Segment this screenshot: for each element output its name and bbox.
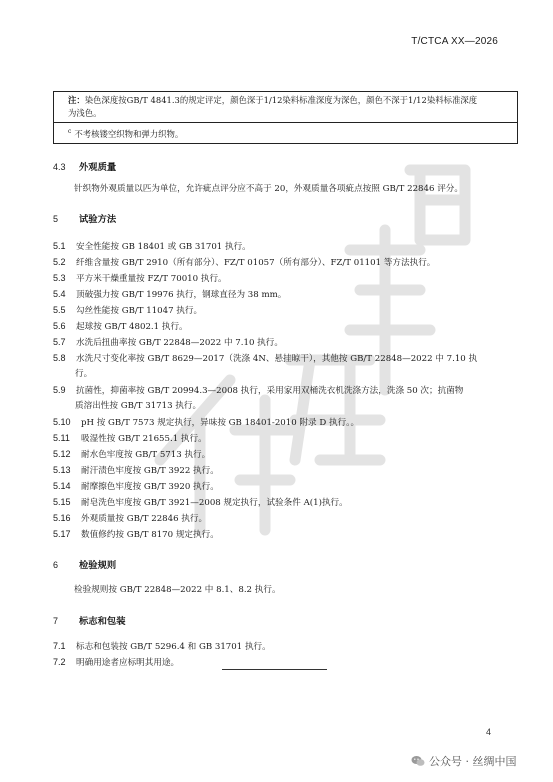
clause-7-1: 7.1 标志和包装按 GB/T 5296.4 和 GB 31701 执行。 (53, 641, 271, 652)
clause-5-8-cont: 行。 (75, 369, 93, 379)
section-title: 标志和包装 (79, 616, 126, 627)
section-number: 7 (53, 616, 59, 626)
clause-5-7: 5.7 水洗后扭曲率按 GB/T 22848—2022 中 7.10 执行。 (53, 337, 283, 348)
section-4-3-body: 针织物外观质量以匹为单位，允许疵点评分应不高于 20，外观质量各项疵点按照 GB/T 22846 评分。 (74, 184, 463, 194)
section-7-heading (53, 613, 126, 627)
note-text-cont: 为浅色。 (68, 108, 102, 118)
section-number: 4.3 (53, 162, 66, 172)
footnote-mark: c (68, 128, 72, 135)
section-number: 6 (53, 560, 59, 570)
clause-5-4: 5.4 顶破强力按 GB/T 19976 执行，钢球直径为 38 mm。 (53, 289, 287, 300)
section-6-heading (53, 557, 116, 571)
section-title: 试验方法 (79, 214, 117, 225)
clause-5-15: 5.15 耐皂洗色牢度按 GB/T 3921—2008 规定执行，试验条件 A(1)执行。 (53, 497, 348, 508)
clause-5-9-cont: 质溶出性按 GB/T 31713 执行。 (75, 401, 202, 411)
clause-5-16: 5.16 外观质量按 GB/T 22846 执行。 (53, 513, 208, 524)
clause-5-10: 5.10 pH 按 GB/T 7573 规定执行，异味按 GB 18401-2010 附录 D 执行。。 (53, 417, 360, 428)
clause-5-11: 5.11 吸湿性按 GB/T 21655.1 执行。 (53, 433, 207, 444)
clause-5-14: 5.14 耐摩擦色牢度按 GB/T 3920 执行。 (53, 481, 219, 492)
clause-5-5: 5.5 勾丝性能按 GB/T 11047 执行。 (53, 305, 203, 316)
clause-5-12: 5.12 耐水色牢度按 GB/T 5713 执行。 (53, 449, 211, 460)
wechat-watermark (411, 753, 517, 769)
section-4-3-heading (53, 159, 116, 173)
section-title: 外观质量 (79, 162, 117, 173)
section-title: 检验规则 (79, 560, 117, 571)
footnote-row (54, 122, 517, 143)
page-number: 4 (486, 727, 492, 737)
notes-table (53, 91, 518, 144)
standard-code: T/CTCA XX—2026 (411, 36, 498, 47)
clause-5-9: 5.9 抗菌性，抑菌率按 GB/T 20994.3—2008 执行，采用家用双桶洗衣机洗涤方法，洗涤 50 次；抗菌物 (53, 385, 464, 396)
clause-5-17: 5.17 数值修约按 GB/T 8170 规定执行。 (53, 529, 219, 540)
note-text: 染色深度按GB/T 4841.3的规定评定，颜色深于1/12染料标准深度为深色，颜色不深于1/12染料标准深度 (84, 95, 478, 105)
section-number: 5 (53, 214, 59, 224)
end-rule (222, 669, 327, 670)
footnote-text: 不考核镂空织物和弹力织物。 (74, 128, 184, 139)
wechat-icon (411, 755, 425, 767)
clause-5-6: 5.6 起球按 GB/T 4802.1 执行。 (53, 321, 188, 332)
note-row (54, 92, 517, 122)
watermark-text: 公众号 · 丝绸中国 (429, 755, 517, 768)
section-5-heading (53, 211, 116, 225)
clause-5-13: 5.13 耐汗渍色牢度按 GB/T 3922 执行。 (53, 465, 219, 476)
clause-5-3: 5.3 平方米干燥重量按 FZ/T 70010 执行。 (53, 273, 227, 284)
clause-5-1: 5.1 安全性能按 GB 18401 或 GB 31701 执行。 (53, 241, 251, 252)
note-label: 注： (68, 95, 85, 105)
section-6-body: 检验规则按 GB/T 22848—2022 中 8.1、8.2 执行。 (74, 585, 281, 595)
clause-5-2: 5.2 纤维含量按 GB/T 2910（所有部分）、FZ/T 01057（所有部分）、FZ/T 01101 等方法执行。 (53, 257, 436, 268)
clause-5-8: 5.8 水洗尺寸变化率按 GB/T 8629—2017（洗涤 4N、悬挂晾干），其他按 GB/T 22848—2022 中 7.10 执 (53, 353, 478, 364)
clause-7-2: 7.2 明确用途者应标明其用途。 (53, 657, 180, 668)
